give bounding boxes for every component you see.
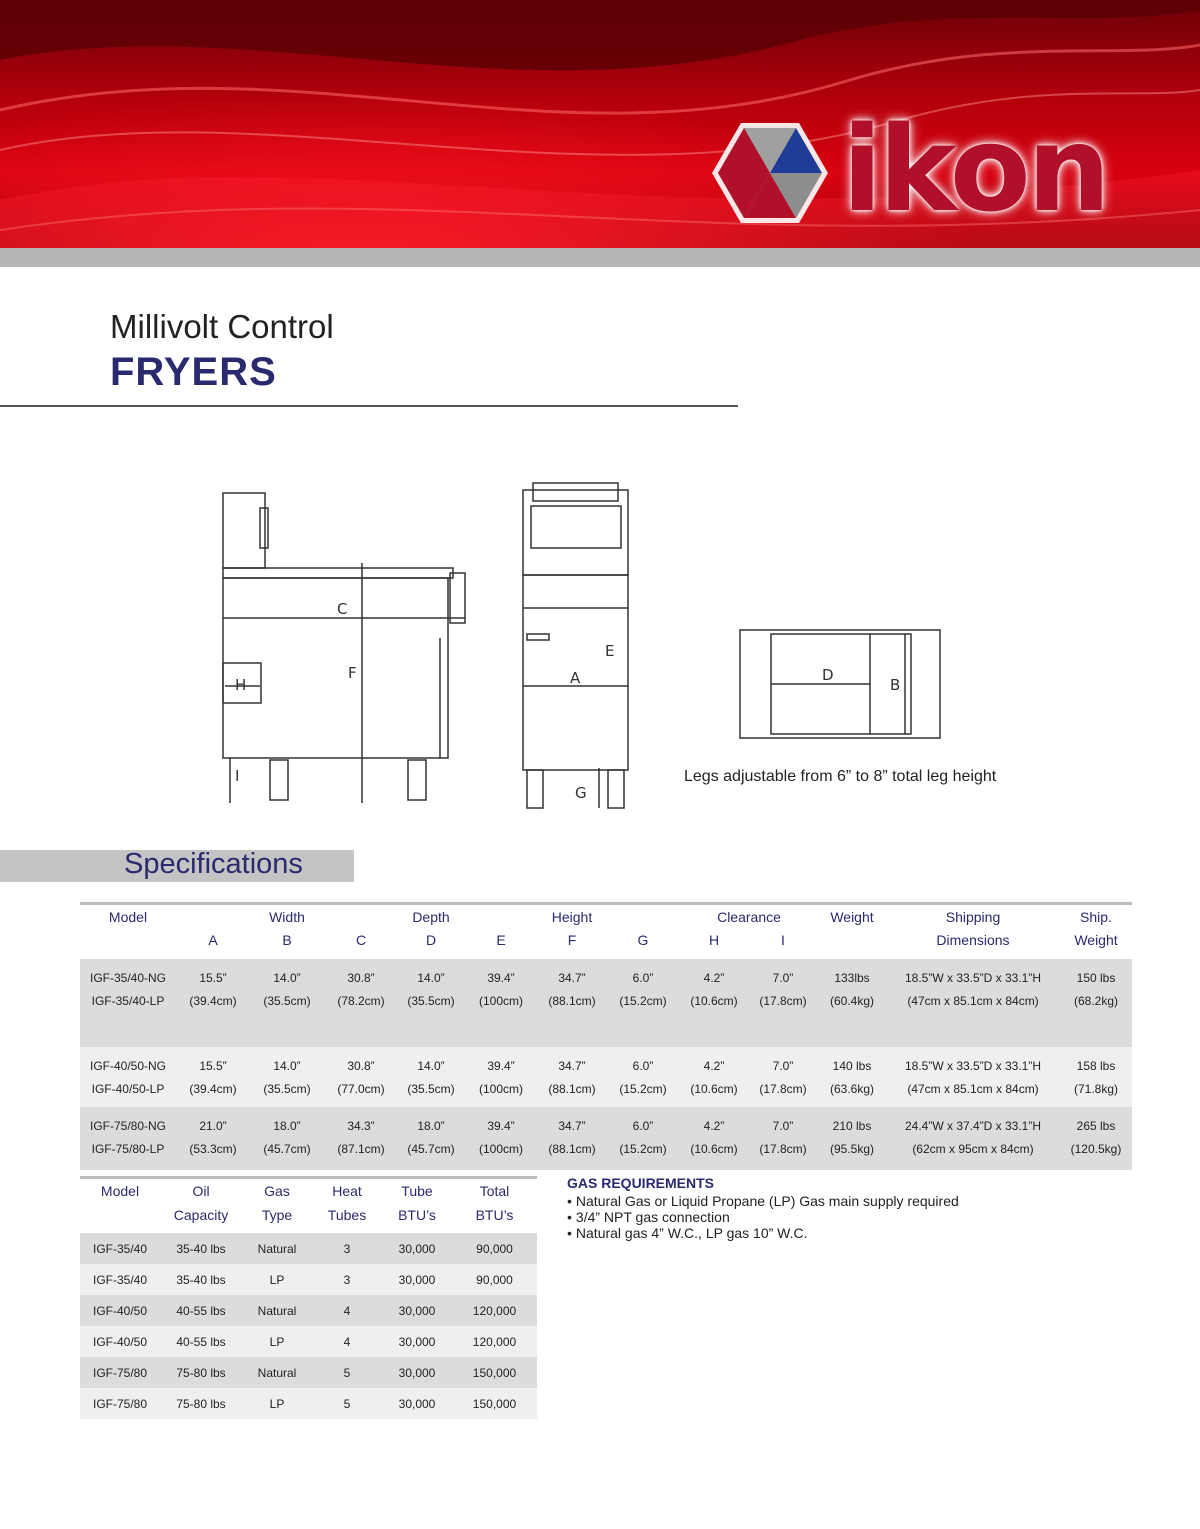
label-b: B bbox=[890, 676, 901, 694]
model-cell: IGF-35/40-NG bbox=[89, 970, 167, 985]
cap-header-tube-btus: BTU’s bbox=[398, 1207, 436, 1223]
cap-header-heat: Heat bbox=[332, 1183, 362, 1199]
table-cell: 30,000 bbox=[398, 1241, 436, 1256]
spec-group-igf-40-50 bbox=[80, 1047, 1132, 1107]
table-cell: 24.4”W x 37.4”D x 33.1”H bbox=[904, 1118, 1042, 1133]
table-cell: 120,000 bbox=[472, 1303, 517, 1318]
col-header-f: F bbox=[567, 931, 577, 948]
table-cell: (60.4kg) bbox=[829, 993, 875, 1008]
model-cell: IGF-35/40 bbox=[92, 1241, 148, 1256]
table-cell: 14.0” bbox=[273, 970, 301, 985]
col-header-height: Height bbox=[551, 908, 593, 925]
model-cell: IGF-75/80-NG bbox=[89, 1118, 167, 1133]
table-cell: LP bbox=[269, 1396, 285, 1411]
table-cell: 15.5” bbox=[199, 970, 227, 985]
capacity-table bbox=[80, 1176, 537, 1419]
table-cell: 150,000 bbox=[472, 1365, 517, 1380]
table-cell: 14.0” bbox=[417, 1058, 445, 1073]
table-cell: 5 bbox=[343, 1396, 351, 1411]
table-row bbox=[80, 1233, 537, 1264]
table-cell: 30,000 bbox=[398, 1334, 436, 1349]
model-cell: IGF-40/50 bbox=[92, 1303, 148, 1318]
table-cell: 18.5”W x 33.5”D x 33.1”H bbox=[904, 1058, 1042, 1073]
table-cell: (88.1cm) bbox=[548, 993, 596, 1008]
table-row bbox=[80, 1077, 1132, 1100]
table-cell: (47cm x 85.1cm x 84cm) bbox=[907, 993, 1039, 1008]
col-header-ship-weight: Weight bbox=[1074, 931, 1118, 948]
model-cell: IGF-35/40-LP bbox=[91, 993, 165, 1008]
table-cell: 90,000 bbox=[476, 1241, 513, 1256]
table-cell: (100cm) bbox=[478, 1081, 523, 1096]
gas-requirements-title: GAS REQUIREMENTS bbox=[567, 1175, 715, 1191]
table-cell: (100cm) bbox=[478, 993, 523, 1008]
header-banner bbox=[0, 0, 1200, 248]
table-cell: (17.8cm) bbox=[759, 1081, 807, 1096]
table-cell: 140 lbs bbox=[832, 1058, 872, 1073]
table-cell: 39.4” bbox=[487, 1058, 515, 1073]
table-cell: 4.2” bbox=[703, 970, 725, 985]
table-cell: 4.2” bbox=[703, 1118, 725, 1133]
col-header-e: E bbox=[496, 931, 506, 948]
table-cell: 35-40 lbs bbox=[176, 1272, 226, 1287]
col-header-ship: Ship. bbox=[1080, 908, 1112, 925]
table-cell: (39.4cm) bbox=[189, 1081, 237, 1096]
table-cell: 34.3” bbox=[347, 1118, 375, 1133]
cap-header-capacity: Capacity bbox=[173, 1207, 229, 1223]
col-header-shipping: Shipping bbox=[945, 908, 1001, 925]
label-h: H bbox=[235, 676, 247, 694]
cap-header-total-btus: BTU’s bbox=[475, 1207, 514, 1223]
table-cell: 4.2” bbox=[703, 1058, 725, 1073]
model-cell: IGF-40/50-LP bbox=[91, 1081, 165, 1096]
table-cell: 75-80 lbs bbox=[176, 1365, 226, 1380]
table-cell: 30,000 bbox=[398, 1272, 436, 1287]
table-cell: 39.4” bbox=[487, 1118, 515, 1133]
table-cell: Natural bbox=[257, 1303, 297, 1318]
table-cell: (95.5kg) bbox=[829, 1141, 875, 1156]
table-cell: (15.2cm) bbox=[619, 1081, 667, 1096]
table-cell: 120,000 bbox=[472, 1334, 517, 1349]
cap-header-gas: Gas bbox=[264, 1183, 290, 1199]
banner-divider bbox=[0, 248, 1200, 267]
table-cell: 18.0” bbox=[273, 1118, 301, 1133]
table-cell: 30,000 bbox=[398, 1365, 436, 1380]
table-cell: (35.5cm) bbox=[263, 1081, 311, 1096]
logo-wordmark: ikon bbox=[842, 100, 1107, 238]
table-cell: 30,000 bbox=[398, 1303, 436, 1318]
table-cell: (88.1cm) bbox=[548, 1141, 596, 1156]
table-cell: 15.5” bbox=[199, 1058, 227, 1073]
table-row bbox=[80, 1295, 537, 1326]
model-cell: IGF-35/40 bbox=[92, 1272, 148, 1287]
specifications-heading: Specifications bbox=[124, 848, 303, 880]
gas-requirements bbox=[567, 1175, 1167, 1241]
table-cell: (10.6cm) bbox=[690, 1081, 738, 1096]
table-cell: 40-55 lbs bbox=[176, 1334, 226, 1349]
table-cell: 7.0” bbox=[772, 1058, 794, 1073]
table-cell: 6.0” bbox=[632, 1058, 654, 1073]
col-header-clearance: Clearance bbox=[717, 908, 781, 925]
table-row bbox=[80, 966, 1132, 989]
cap-header-tubes: Tubes bbox=[327, 1207, 367, 1223]
capacity-header-row-2 bbox=[80, 1203, 537, 1227]
table-cell: 18.5”W x 33.5”D x 33.1”H bbox=[904, 970, 1042, 985]
table-cell: (68.2kg) bbox=[1073, 993, 1119, 1008]
table-cell: 90,000 bbox=[476, 1272, 513, 1287]
table-cell: (87.1cm) bbox=[337, 1141, 385, 1156]
table-cell: (10.6cm) bbox=[690, 993, 738, 1008]
cap-header-tube: Tube bbox=[401, 1183, 433, 1199]
cap-header-type: Type bbox=[261, 1207, 293, 1223]
cap-header-oil: Oil bbox=[192, 1183, 210, 1199]
table-cell: LP bbox=[269, 1272, 285, 1287]
cap-header-total: Total bbox=[479, 1183, 510, 1199]
col-header-dimensions: Dimensions bbox=[936, 931, 1010, 948]
label-f: F bbox=[348, 664, 357, 682]
table-cell: (100cm) bbox=[478, 1141, 523, 1156]
page-subtitle: Millivolt Control bbox=[110, 308, 334, 345]
table-cell: 30.8” bbox=[347, 970, 375, 985]
model-cell: IGF-40/50 bbox=[92, 1334, 148, 1349]
table-cell: (45.7cm) bbox=[263, 1141, 311, 1156]
table-cell: (78.2cm) bbox=[337, 993, 385, 1008]
table-cell: 133lbs bbox=[834, 970, 870, 985]
table-row bbox=[80, 1357, 537, 1388]
table-cell: Natural bbox=[257, 1241, 297, 1256]
col-header-a: A bbox=[208, 931, 218, 948]
col-header-g: G bbox=[637, 931, 649, 948]
table-cell: 34.7” bbox=[558, 1118, 586, 1133]
col-header-b: B bbox=[282, 931, 292, 948]
table-cell: (45.7cm) bbox=[407, 1141, 455, 1156]
table-cell: LP bbox=[269, 1334, 285, 1349]
list-item: • Natural Gas or Liquid Propane (LP) Gas main supply required bbox=[567, 1193, 1167, 1209]
cap-header-model: Model bbox=[100, 1183, 140, 1199]
label-c: C bbox=[337, 600, 348, 618]
table-cell: 6.0” bbox=[632, 1118, 654, 1133]
label-g: G bbox=[575, 784, 587, 802]
table-cell: 5 bbox=[343, 1365, 351, 1380]
table-cell: 40-55 lbs bbox=[176, 1303, 226, 1318]
label-a: A bbox=[570, 669, 581, 687]
table-row bbox=[80, 1054, 1132, 1077]
col-header-d: D bbox=[425, 931, 437, 948]
table-row bbox=[80, 1264, 537, 1295]
table-cell: (35.5cm) bbox=[407, 1081, 455, 1096]
table-cell: 7.0” bbox=[772, 970, 794, 985]
side-view-drawing bbox=[223, 493, 465, 803]
table-row bbox=[80, 1388, 537, 1419]
table-cell: (53.3cm) bbox=[189, 1141, 237, 1156]
list-item: • Natural gas 4” W.C., LP gas 10” W.C. bbox=[567, 1225, 1167, 1241]
table-cell: (35.5cm) bbox=[263, 993, 311, 1008]
table-cell: 4 bbox=[343, 1334, 351, 1349]
table-cell: (15.2cm) bbox=[619, 993, 667, 1008]
table-cell: (39.4cm) bbox=[189, 993, 237, 1008]
top-view-drawing bbox=[740, 630, 940, 738]
col-header-depth: Depth bbox=[412, 908, 450, 925]
specifications-table bbox=[80, 902, 1132, 1170]
table-cell: (120.5kg) bbox=[1070, 1141, 1122, 1156]
model-cell: IGF-40/50-NG bbox=[89, 1058, 167, 1073]
capacity-header-row-1 bbox=[80, 1178, 537, 1204]
table-cell: 7.0” bbox=[772, 1118, 794, 1133]
col-header-c: C bbox=[355, 931, 367, 948]
table-row bbox=[80, 989, 1132, 1012]
table-cell: (77.0cm) bbox=[337, 1081, 385, 1096]
table-row bbox=[80, 1326, 537, 1357]
table-cell: 210 lbs bbox=[832, 1118, 872, 1133]
table-cell: (63.6kg) bbox=[829, 1081, 875, 1096]
label-i: I bbox=[235, 767, 240, 785]
table-cell: (35.5cm) bbox=[407, 993, 455, 1008]
page-title: FRYERS bbox=[110, 350, 277, 394]
capacity-table-body bbox=[80, 1233, 537, 1419]
table-cell: (10.6cm) bbox=[690, 1141, 738, 1156]
table-cell: 158 lbs bbox=[1076, 1058, 1116, 1073]
legs-adjustable-note: Legs adjustable from 6” to 8” total leg height bbox=[684, 768, 997, 785]
spec-header-row-1 bbox=[80, 904, 1132, 929]
col-header-width: Width bbox=[269, 908, 305, 925]
spec-header-row-2 bbox=[80, 928, 1132, 951]
table-cell: (17.8cm) bbox=[759, 993, 807, 1008]
table-cell: Natural bbox=[257, 1365, 297, 1380]
table-cell: 3 bbox=[343, 1241, 351, 1256]
table-cell: 34.7” bbox=[558, 970, 586, 985]
table-cell: 4 bbox=[343, 1303, 351, 1318]
label-e: E bbox=[605, 642, 615, 660]
table-cell: (47cm x 85.1cm x 84cm) bbox=[907, 1081, 1039, 1096]
table-row bbox=[80, 1114, 1132, 1137]
col-header-i: I bbox=[781, 931, 785, 948]
table-cell: 39.4” bbox=[487, 970, 515, 985]
table-cell: (88.1cm) bbox=[548, 1081, 596, 1096]
table-cell: 35-40 lbs bbox=[176, 1241, 226, 1256]
col-header-weight: Weight bbox=[830, 908, 874, 925]
table-cell: 30,000 bbox=[398, 1396, 436, 1411]
spec-group-igf-75-80 bbox=[80, 1107, 1132, 1170]
spec-group-igf-35-40 bbox=[80, 959, 1132, 1047]
table-cell: 18.0” bbox=[417, 1118, 445, 1133]
table-cell: 150 lbs bbox=[1076, 970, 1116, 985]
model-cell: IGF-75/80 bbox=[92, 1396, 148, 1411]
table-row bbox=[80, 1137, 1132, 1160]
col-header-model: Model bbox=[108, 908, 148, 925]
table-cell: 265 lbs bbox=[1076, 1118, 1116, 1133]
model-cell: IGF-75/80 bbox=[92, 1365, 148, 1380]
list-item: • 3/4” NPT gas connection bbox=[567, 1209, 1167, 1225]
table-cell: 150,000 bbox=[472, 1396, 517, 1411]
table-cell: 14.0” bbox=[417, 970, 445, 985]
table-cell: (71.8kg) bbox=[1073, 1081, 1119, 1096]
table-cell: 6.0” bbox=[632, 970, 654, 985]
title-divider bbox=[0, 405, 738, 407]
label-d: D bbox=[822, 666, 834, 684]
table-cell: 21.0” bbox=[199, 1118, 227, 1133]
table-cell: 75-80 lbs bbox=[176, 1396, 226, 1411]
table-cell: 14.0” bbox=[273, 1058, 301, 1073]
col-header-h: H bbox=[708, 931, 720, 948]
table-cell: (17.8cm) bbox=[759, 1141, 807, 1156]
table-cell: 30.8” bbox=[347, 1058, 375, 1073]
gas-requirements-list bbox=[567, 1193, 1167, 1241]
table-cell: 3 bbox=[343, 1272, 351, 1287]
table-cell: (15.2cm) bbox=[619, 1141, 667, 1156]
fryer-dimension-drawings bbox=[215, 478, 955, 818]
model-cell: IGF-75/80-LP bbox=[91, 1141, 165, 1156]
table-cell: (62cm x 95cm x 84cm) bbox=[912, 1141, 1034, 1156]
table-cell: 34.7” bbox=[558, 1058, 586, 1073]
